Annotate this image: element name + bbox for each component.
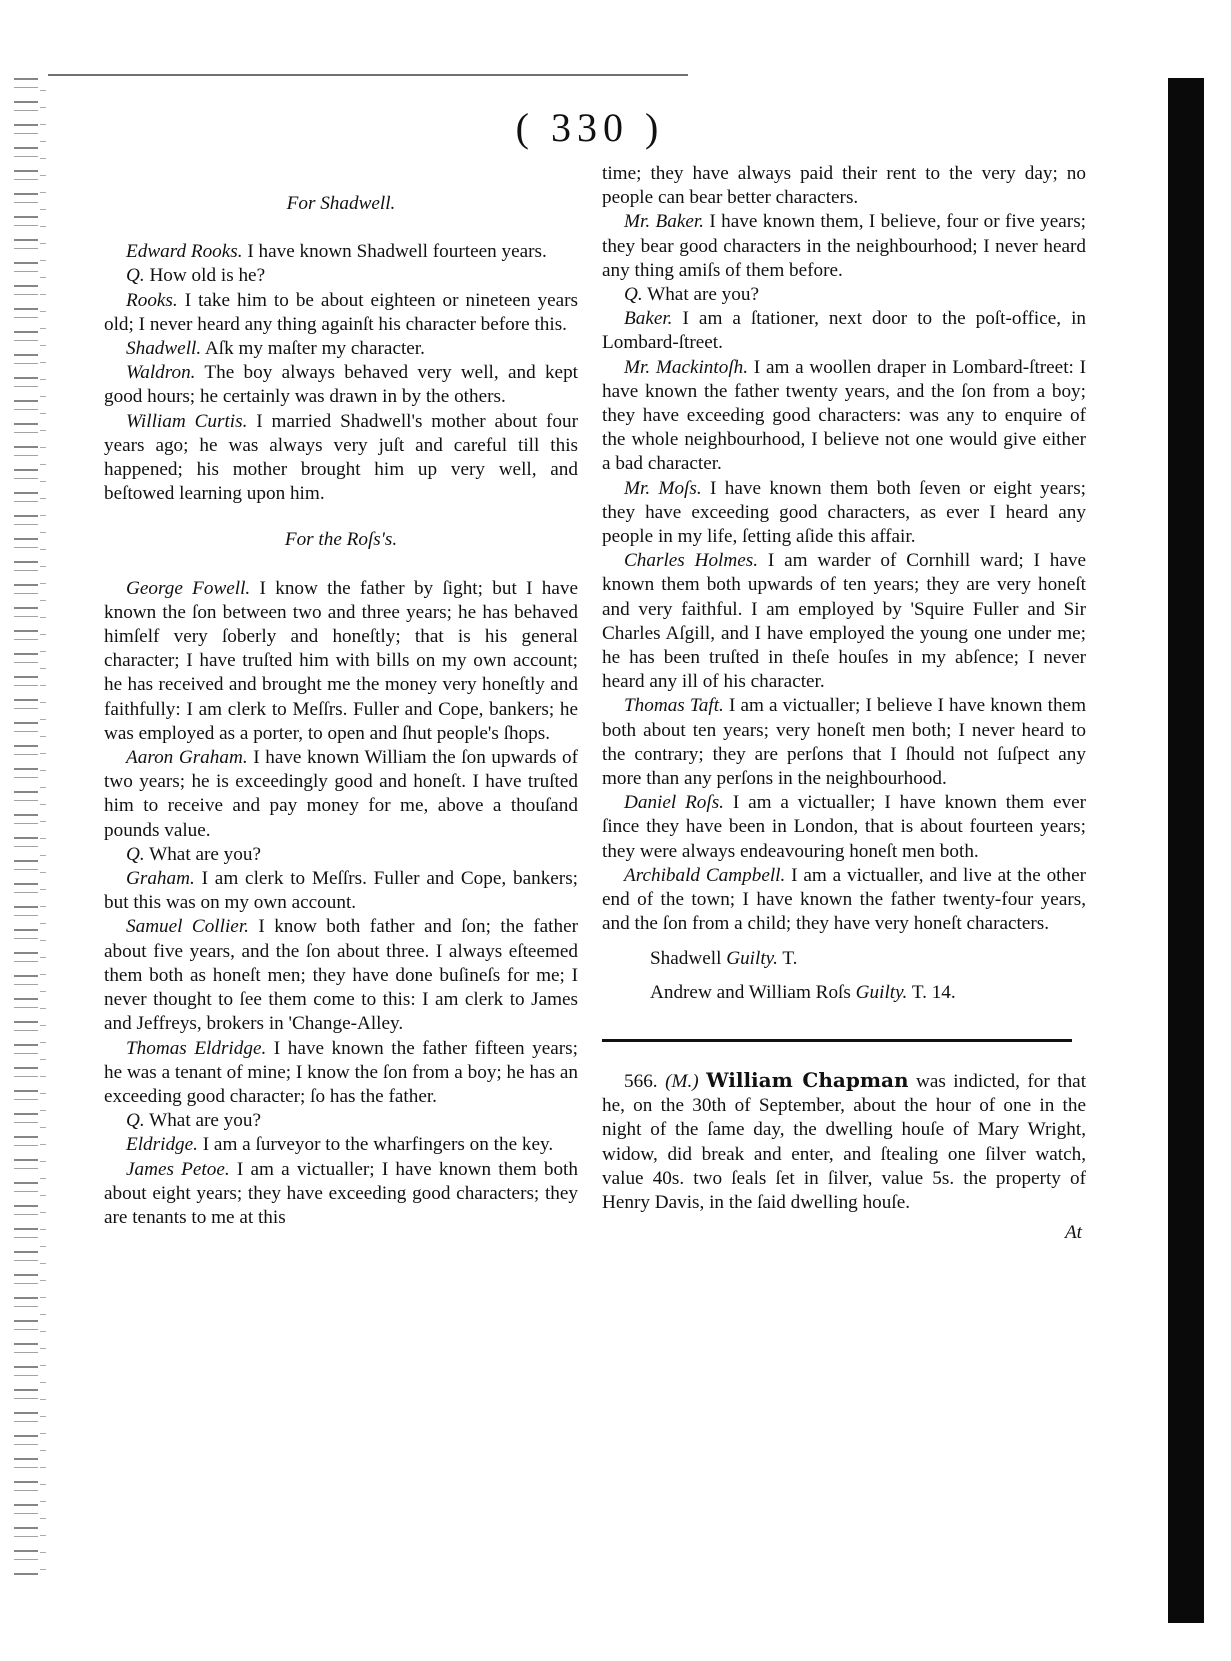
right-column xyxy=(602,162,1086,1245)
section-rule xyxy=(602,1039,1072,1042)
testimony-paragraph xyxy=(602,864,1086,937)
testimony-paragraph xyxy=(104,337,578,361)
speaker-name: Edward Rooks. xyxy=(126,241,243,263)
speaker-name: Mr. Mackintoſh. xyxy=(624,356,749,378)
case-paragraph xyxy=(602,1068,1086,1215)
testimony-paragraph xyxy=(104,843,578,867)
testimony-text: I am a ſtationer, next door to the poſt-office, in Lombard-ſtreet. xyxy=(602,308,1086,354)
testimony-paragraph xyxy=(104,240,578,264)
speaker-name: Q. xyxy=(624,284,643,306)
testimony-paragraph xyxy=(602,694,1086,791)
left-column xyxy=(104,170,578,1230)
testimony-paragraph xyxy=(104,264,578,288)
testimony-text: I know both father and ſon; the father about five years, and the ſon about three. I always eſteemed them both as honeſt men; they have done buſineſs for me; I never thought to ſee them come to this: I am clerk to James and Jeffreys, brokers in 'Change-Alley. xyxy=(104,916,578,1035)
speaker-name: Q. xyxy=(126,265,145,287)
speaker-name: Rooks. xyxy=(126,289,178,311)
testimony-paragraph xyxy=(602,791,1086,864)
testimony-text: I have known the father fifteen years; he was a tenant of mine; I know the ſon from a boy; he has an exceeding good character; ſo has the father. xyxy=(104,1037,578,1107)
speaker-name: Waldron. xyxy=(126,362,196,384)
testimony-text: I am a ſurveyor to the wharfingers on the key. xyxy=(197,1134,554,1156)
testimony-paragraph xyxy=(602,283,1086,307)
testimony-text: I know the father by ſight; but I have known the ſon between two and three years; he has behaved himſelf very ſoberly and honeſtly; that is his general character; I have truſted him with bills on my own account; he has received and brought me the money very honeſtly and faithfully: I am clerk to Meſſrs. Fuller and Cope, bankers; he was employed as a porter, to open and ſhut people's ſhops. xyxy=(104,577,578,744)
verdict-line xyxy=(602,947,1086,971)
scan-binding-shadow xyxy=(1168,78,1204,1623)
testimony-paragraph xyxy=(104,361,578,409)
testimony-text: I am a victualler, and live at the other end of the town; I have known the father twenty-four years, and the ſon from a child; they have very honeſt characters. xyxy=(602,864,1086,935)
testimony-paragraph xyxy=(602,477,1086,550)
testimony-paragraph xyxy=(602,307,1086,355)
case-text: was indicted, for that he, on the 30th of September, about the hour of one in the night of the ſame day, the dwelling houſe of Mary Wright, widow, did break and enter, and ſtealing one ſilver watch, value 40s. two ſeals ſet in ſilver, value 5s. the property of Henry Davis, in the ſaid dwelling houſe. xyxy=(602,1070,1087,1213)
verdicts xyxy=(602,947,1086,1005)
verdict-name: Shadwell xyxy=(650,947,722,969)
testimony-text: Aſk my maſter my character. xyxy=(201,338,425,360)
continued-paragraph: time; they have always paid their rent to the very day; no people can bear better characters. xyxy=(602,163,1086,209)
testimony-paragraph xyxy=(104,577,578,746)
testimony-paragraph xyxy=(104,1133,578,1157)
speaker-name: Aaron Graham. xyxy=(126,747,248,769)
speaker-name: William Curtis. xyxy=(126,410,248,432)
testimony-text: I am a woollen draper in Lombard-ſtreet: I have known the father twenty years, and the ſon from a boy; they have exceeding good characters: was any to enquire of the whole neighbourhood, I believe not one would give either a bad character. xyxy=(602,356,1086,475)
testimony-text: I married Shadwell's mother about four years ago; he was always very juſt and careful till this happened; his mother brought him up very well, and beſtowed learning upon him. xyxy=(104,410,578,505)
testimony-text: I have known them, I believe, four or five years; they bear good characters in the neighbourhood; I never heard any thing amiſs of them before. xyxy=(602,211,1086,281)
verdict-name: Andrew and William Roſs xyxy=(650,981,851,1003)
case-number: 566. xyxy=(624,1070,658,1092)
testimony-paragraph xyxy=(104,1037,578,1110)
testimony-paragraph xyxy=(104,915,578,1036)
catchword: At xyxy=(1064,1222,1082,1244)
speaker-name: George Fowell. xyxy=(126,577,251,599)
testimony-text: I take him to be about eighteen or nineteen years old; I never heard any thing againſt his character before this. xyxy=(104,289,578,335)
testimony-text: What are you? xyxy=(642,284,759,306)
verdict-verdict: Guilty. xyxy=(855,981,908,1003)
speaker-name: Thomas Taft. xyxy=(624,695,724,717)
speaker-name: Charles Holmes. xyxy=(624,550,759,572)
verdict-verdict: Guilty. xyxy=(726,947,778,969)
testimony-paragraph xyxy=(104,867,578,915)
testimony-paragraph xyxy=(104,1158,578,1231)
testimony-text: I have known them both ſeven or eight years; they have exceeding good characters, as ever I heard any people in my life, ſetting aſide this affair. xyxy=(602,477,1086,548)
testimony-paragraph xyxy=(104,1109,578,1133)
page-number: ( 330 ) xyxy=(515,105,665,150)
scan-top-rule xyxy=(48,74,688,76)
testimony-text: I am clerk to Meſſrs. Fuller and Cope, bankers; but this was on my own account. xyxy=(104,868,578,914)
section-heading: For the Roſs's. xyxy=(284,529,398,551)
testimony-paragraph xyxy=(104,746,578,843)
testimony-text: I have known Shadwell fourteen years. xyxy=(242,241,547,263)
testimony-text: I am a victualler; I believe I have known them both about ten years; very honeſt men both; I never heard to the contrary; they are perſons that I ſhould not ſuſpect any more than any perſons in the neighbourhood. xyxy=(602,695,1086,790)
verdict-line xyxy=(602,981,1086,1005)
speaker-name: Graham. xyxy=(126,868,195,890)
testimony-paragraph xyxy=(602,210,1086,283)
testimony-paragraph xyxy=(602,549,1086,694)
speaker-name: Mr. Baker. xyxy=(624,211,704,233)
testimony-text: I have known William the ſon upwards of two years; he is exceedingly good and honeſt. I have truſted him to receive and pay money for me, above a thouſand pounds value. xyxy=(104,747,578,841)
testimony-paragraph xyxy=(104,410,578,507)
speaker-name: Samuel Collier. xyxy=(126,916,249,938)
verdict-sentence: T. xyxy=(782,947,798,969)
speaker-name: Daniel Roſs. xyxy=(624,792,724,814)
scan-edge-artifact xyxy=(40,90,46,1570)
testimony-text: The boy always behaved very well, and kept good hours; he certainly was drawn in by the others. xyxy=(104,362,578,408)
speaker-name: Q. xyxy=(126,843,145,865)
speaker-name: Thomas Eldridge. xyxy=(126,1037,267,1059)
scan-edge-artifact xyxy=(14,78,38,1578)
testimony-text: I am warder of Cornhill ward; I have known them both upwards of ten years; they are very honeſt and very faithful. I am employed by 'Squire Fuller and Sir Charles Aſgill, and I have employed the young one under me; he has been truſted in theſe houſes in my abſence; I never heard any ill of his character. xyxy=(602,550,1086,693)
right-column-paragraphs xyxy=(602,162,1086,937)
speaker-name: Archibald Campbell. xyxy=(624,864,786,886)
testimony-text: I am a victualler; I have known them both about eight years; they have exceeding good characters; they are tenants to me at this xyxy=(104,1158,578,1228)
verdict-sentence: T. 14. xyxy=(911,981,956,1003)
case-mark: (M.) xyxy=(665,1070,699,1092)
speaker-name: Q. xyxy=(126,1110,145,1132)
testimony-text: I am a victualler; I have known them ever ſince they have been in London, that is about fourteen years; they were always endeavouring honeſt men both. xyxy=(602,792,1086,862)
speaker-name: Eldridge. xyxy=(126,1134,198,1156)
defendant-name: William Chapman xyxy=(706,1067,909,1092)
testimony-text: What are you? xyxy=(144,843,261,865)
speaker-name: James Petoe. xyxy=(126,1158,230,1180)
section-heading: For Shadwell. xyxy=(286,193,396,214)
speaker-name: Shadwell. xyxy=(126,338,202,360)
testimony-text: How old is he? xyxy=(144,265,266,287)
speaker-name: Mr. Moſs. xyxy=(624,477,702,499)
testimony-paragraph xyxy=(602,356,1086,477)
speaker-name: Baker. xyxy=(624,308,673,330)
testimony-paragraph xyxy=(104,289,578,337)
testimony-text: What are you? xyxy=(144,1110,261,1132)
